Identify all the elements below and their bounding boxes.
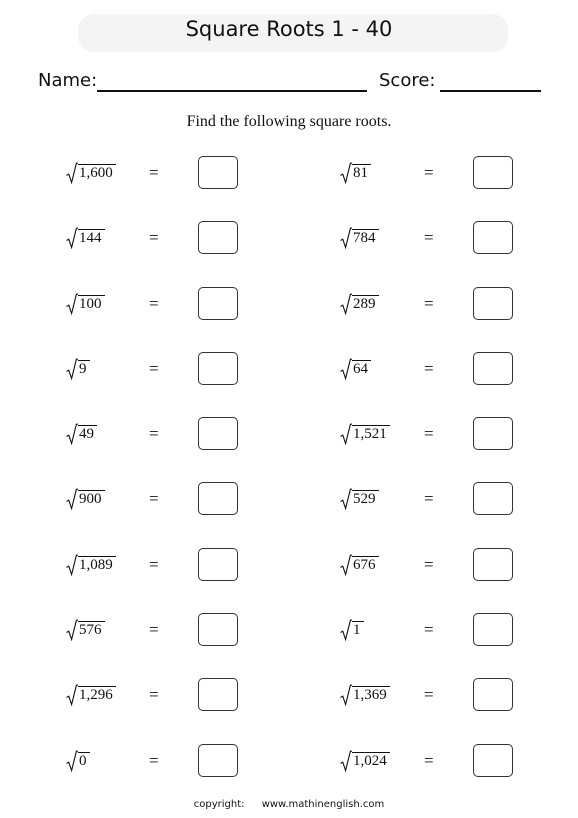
square-root-icon: [340, 227, 352, 249]
answer-box[interactable]: [473, 482, 513, 515]
equals-sign: =: [424, 358, 434, 378]
radicand: 289: [352, 295, 379, 313]
square-root-expression: [66, 227, 105, 249]
square-root-icon: [340, 162, 352, 184]
name-field[interactable]: [97, 90, 367, 92]
radicand: 100: [78, 295, 105, 313]
square-root-icon: [340, 554, 352, 576]
answer-box[interactable]: [473, 221, 513, 254]
problem-grid: [0, 156, 578, 809]
square-root-expression: [66, 293, 105, 315]
square-root-expression: [66, 488, 105, 510]
square-root-expression: [340, 750, 390, 772]
radicand: 676: [352, 556, 379, 574]
problem-row: [0, 678, 578, 743]
square-root-expression: [66, 358, 90, 380]
square-root-expression: [66, 554, 116, 576]
equals-sign: =: [424, 424, 434, 444]
radicand: 1,089: [78, 556, 116, 574]
answer-box[interactable]: [198, 548, 238, 581]
answer-box[interactable]: [198, 352, 238, 385]
equals-sign: =: [149, 554, 159, 574]
equals-sign: =: [424, 163, 434, 182]
square-root-icon: [66, 619, 78, 641]
radicand: 1,521: [352, 425, 390, 443]
equals-sign: =: [149, 750, 159, 770]
radicand: 49: [78, 425, 97, 443]
score-label: Score:: [379, 70, 436, 91]
square-root-icon: [340, 293, 352, 315]
website-link[interactable]: www.mathinenglish.com: [261, 799, 385, 810]
square-root-icon: [66, 227, 78, 249]
answer-box[interactable]: [198, 744, 238, 777]
equals-sign: =: [149, 685, 159, 705]
equals-sign: =: [149, 620, 159, 640]
equals-sign: =: [149, 358, 159, 378]
square-root-expression: [66, 750, 90, 772]
square-root-icon: [66, 162, 78, 184]
square-root-expression: [340, 293, 379, 315]
equals-sign: =: [424, 293, 434, 313]
instructions: Find the following square roots.: [186, 113, 392, 130]
radicand: 900: [78, 490, 105, 508]
answer-box[interactable]: [198, 613, 238, 646]
square-root-expression: [340, 619, 364, 641]
radicand: 576: [78, 621, 105, 639]
square-root-icon: [66, 684, 78, 706]
equals-sign: =: [149, 424, 159, 444]
equals-sign: =: [424, 554, 434, 574]
name-label: Name:: [38, 70, 98, 91]
square-root-icon: [66, 554, 78, 576]
answer-box[interactable]: [473, 678, 513, 711]
problem-row: [0, 417, 578, 482]
square-root-icon: [66, 423, 78, 445]
square-root-expression: [340, 227, 379, 249]
square-root-icon: [66, 488, 78, 510]
radicand: 529: [352, 490, 379, 508]
equals-sign: =: [424, 228, 434, 248]
radicand: 144: [78, 229, 105, 247]
equals-sign: =: [149, 163, 159, 182]
footer: [0, 799, 578, 810]
square-root-expression: [340, 554, 379, 576]
problem-row: [0, 482, 578, 547]
radicand: 81: [352, 164, 371, 182]
equals-sign: =: [149, 489, 159, 509]
square-root-expression: [340, 162, 371, 184]
square-root-expression: [66, 162, 116, 184]
answer-box[interactable]: [198, 482, 238, 515]
radicand: 1,296: [78, 686, 116, 704]
equals-sign: =: [424, 489, 434, 509]
square-root-icon: [340, 750, 352, 772]
problem-row: [0, 352, 578, 417]
radicand: 1,600: [78, 164, 116, 182]
radicand: 0: [78, 752, 90, 770]
answer-box[interactable]: [198, 156, 238, 189]
problem-row: [0, 221, 578, 286]
radicand: 1,024: [352, 752, 390, 770]
square-root-expression: [66, 423, 97, 445]
equals-sign: =: [149, 293, 159, 313]
square-root-icon: [66, 750, 78, 772]
answer-box[interactable]: [473, 156, 513, 189]
answer-box[interactable]: [473, 613, 513, 646]
answer-box[interactable]: [473, 417, 513, 450]
problem-row: [0, 548, 578, 613]
answer-box[interactable]: [473, 744, 513, 777]
answer-box[interactable]: [473, 548, 513, 581]
square-root-icon: [66, 358, 78, 380]
square-root-icon: [66, 293, 78, 315]
square-root-icon: [340, 684, 352, 706]
answer-box[interactable]: [198, 417, 238, 450]
answer-box[interactable]: [198, 221, 238, 254]
square-root-expression: [66, 684, 116, 706]
square-root-icon: [340, 358, 352, 380]
problem-row: [0, 156, 578, 221]
square-root-expression: [340, 684, 390, 706]
square-root-icon: [340, 423, 352, 445]
answer-box[interactable]: [473, 287, 513, 320]
problem-row: [0, 287, 578, 352]
answer-box[interactable]: [473, 352, 513, 385]
radicand: 1,369: [352, 686, 390, 704]
radicand: 1: [352, 621, 364, 639]
square-root-expression: [340, 423, 390, 445]
answer-box[interactable]: [198, 678, 238, 711]
equals-sign: =: [149, 228, 159, 248]
equals-sign: =: [424, 620, 434, 640]
answer-box[interactable]: [198, 287, 238, 320]
copyright-label: copyright:: [193, 799, 245, 810]
radicand: 9: [78, 360, 90, 378]
square-root-icon: [340, 619, 352, 641]
radicand: 784: [352, 229, 379, 247]
square-root-icon: [340, 488, 352, 510]
square-root-expression: [66, 619, 105, 641]
equals-sign: =: [424, 685, 434, 705]
square-root-expression: [340, 358, 371, 380]
problem-row: [0, 613, 578, 678]
score-field[interactable]: [440, 90, 541, 92]
radicand: 64: [352, 360, 371, 378]
equals-sign: =: [424, 750, 434, 770]
square-root-expression: [340, 488, 379, 510]
page-title: Square Roots 1 - 40: [185, 17, 393, 41]
